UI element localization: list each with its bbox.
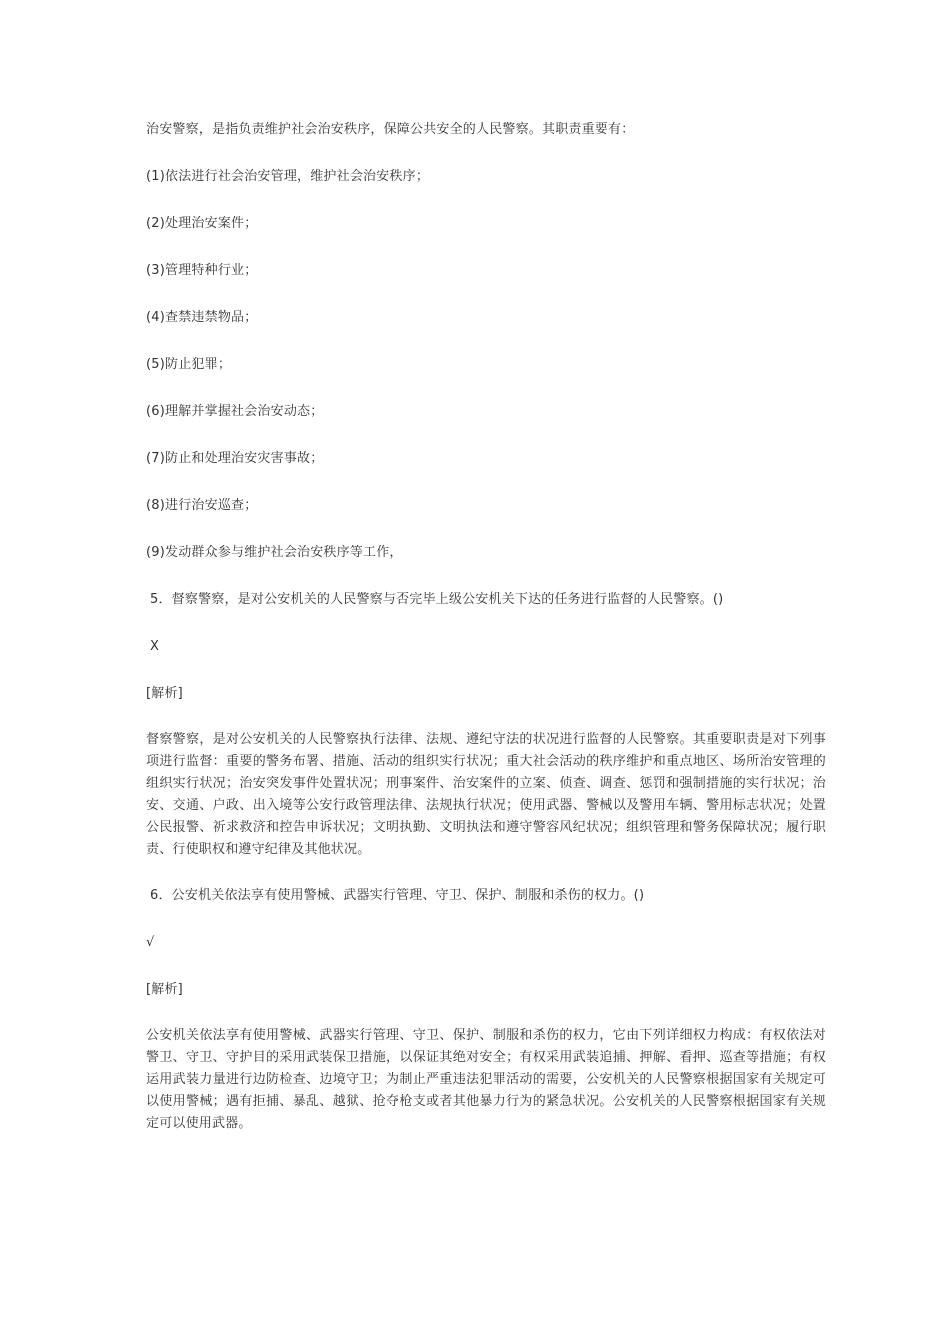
duty-item-3: (3)管理特种行业； <box>146 263 258 278</box>
duty-item-7: (7)防止和处理治安灾害事故； <box>146 451 324 466</box>
duty-item-8: (8)进行治安巡查； <box>146 498 258 513</box>
intro-paragraph: 治安警察，是指负责维护社会治安秩序，保障公共安全的人民警察。其职责重要有： <box>146 122 635 137</box>
duty-item-2: (2)处理治安案件； <box>146 216 258 231</box>
duty-item-4: (4)查禁违禁物品； <box>146 310 258 325</box>
document-page <box>146 118 826 1158</box>
answer-6: √ <box>146 935 155 950</box>
question-6: 6．公安机关依法享有使用警械、武器实行管理、守卫、保护、制服和杀伤的权力。() <box>150 888 645 903</box>
duty-item-6: (6)理解并掌握社会治安动态； <box>146 404 324 419</box>
analysis-label-5: [解析] <box>146 686 183 701</box>
duty-item-1: (1)依法进行社会治安管理，维护社会治安秩序； <box>146 169 430 184</box>
duty-item-9: (9)发动群众参与维护社会治安秩序等工作， <box>146 545 403 560</box>
question-5: 5．督察警察，是对公安机关的人民警察与否完毕上级公安机关下达的任务进行监督的人民警察。() <box>150 592 724 607</box>
duty-item-5: (5)防止犯罪； <box>146 357 232 372</box>
analysis-label-6: [解析] <box>146 982 183 997</box>
analysis-5: 督察警察，是对公安机关的人民警察执行法律、法规、遵纪守法的状况进行监督的人民警察。其重要职责是对下列事项进行监督：重要的警务布署、措施、活动的组织实行状况；重大社会活动的秩序维护和重点地区、场所治安管理的组织实行状况；治安突发事件处置状况；刑事案件、治安案件的立案、侦查、调查、惩罚和强制措施的实行状况；治安、交通、户政、出入境等公安行政管理法律、法规执行状况；使用武器、警械以及警用车辆、警用标志状况；处置公民报警、祈求救济和控告申诉状况；文明执勤、文明执法和遵守警容风纪状况；组织管理和警务保障状况；履行职责、行使职权和遵守纪律及其他状况。 <box>146 732 826 857</box>
answer-5: X <box>150 639 160 654</box>
analysis-6: 公安机关依法享有使用警械、武器实行管理、守卫、保护、制服和杀伤的权力，它由下列详细权力构成：有权依法对警卫、守卫、守护目的采用武装保卫措施，以保证其绝对安全；有权采用武装追捕、押解、看押、巡查等措施；有权运用武装力量进行边防检查、边境守卫；为制止严重违法犯罪活动的需要，公安机关的人民警察根据国家有关规定可以使用警械；遇有拒捕、暴乱、越狱、抢夺枪支或者其他暴力行为的紧急状况。公安机关的人民警察根据国家有关规定可以使用武器。 <box>146 1028 826 1131</box>
